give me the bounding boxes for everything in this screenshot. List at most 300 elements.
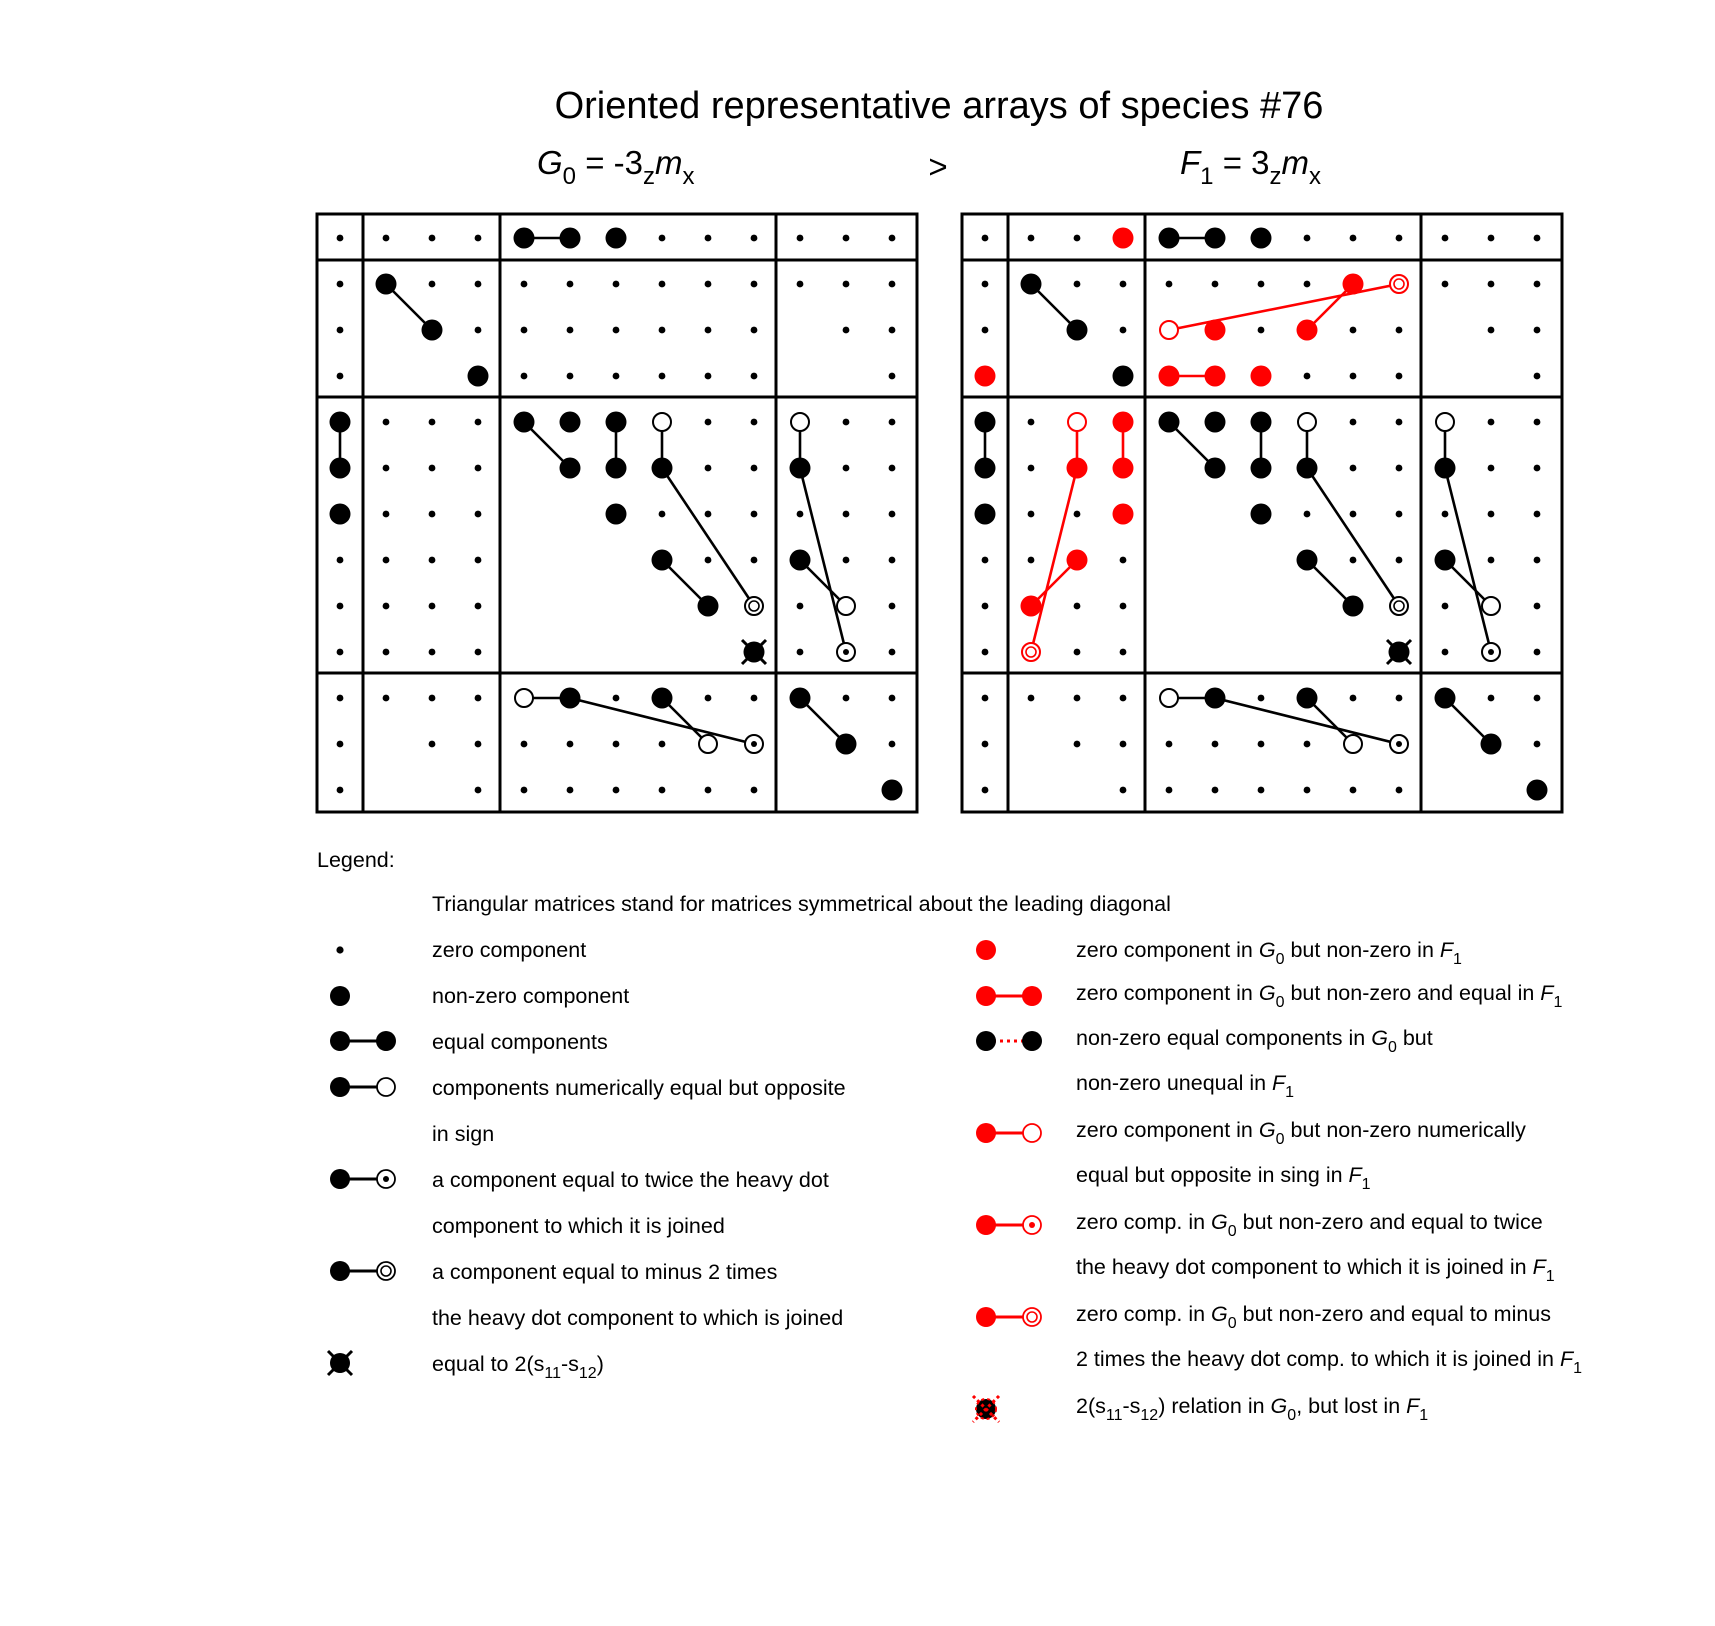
relation-line — [1307, 468, 1399, 606]
nonzero-component-dot — [1481, 734, 1502, 755]
nonzero-component-dot — [1297, 550, 1318, 571]
zero-component-dot — [337, 787, 344, 794]
zero-component-dot — [475, 419, 482, 426]
legend-heading: Legend: — [317, 848, 395, 872]
zero-component-dot — [1442, 649, 1449, 656]
zero-component-dot — [889, 419, 896, 426]
nonzero-component-dot — [1297, 458, 1318, 479]
zero-component-dot — [1304, 787, 1311, 794]
zero-component-dot — [337, 695, 344, 702]
zero-component-dot — [1534, 603, 1541, 610]
zero-component-dot — [1304, 281, 1311, 288]
legend-red-twice-line1: zero comp. in $G_0$ but non-zero and equal to twice — [1076, 1210, 1543, 1240]
zero-component-dot — [475, 235, 482, 242]
zero-component-dot — [1396, 327, 1403, 334]
nonzero-component-dot — [1297, 688, 1318, 709]
right-label-part-a-sub: z — [1269, 163, 1282, 190]
zero-component-dot — [383, 235, 390, 242]
minus-two-times-dot-inner — [1394, 601, 1404, 611]
red-nonzero-dot — [1067, 458, 1088, 479]
nonzero-component-dot — [1067, 320, 1088, 341]
zero-component-dot — [889, 511, 896, 518]
zero-component-dot — [1166, 787, 1173, 794]
right-label-symbol-sub: 1 — [1200, 163, 1214, 190]
zero-component-dot — [1534, 465, 1541, 472]
nonzero-component-dot — [975, 458, 996, 479]
left-label-symbol: G — [537, 144, 563, 181]
zero-component-dot — [705, 695, 712, 702]
legend-red-opposite-line2: equal but opposite in sing in $F_1$ — [1076, 1163, 1371, 1193]
opposite-sign-dot — [1160, 689, 1178, 707]
zero-component-dot — [1534, 649, 1541, 656]
zero-component-dot — [889, 603, 896, 610]
red-dot-icon — [976, 940, 996, 960]
zero-component-dot — [1350, 465, 1357, 472]
opposite-sign-dot — [1298, 413, 1316, 431]
zero-component-dot — [1304, 511, 1311, 518]
legend-minus-two-line2: the heavy dot component to which is joined — [432, 1306, 844, 1330]
zero-dot-icon — [336, 946, 343, 953]
legend-equal-components: equal components — [432, 1030, 608, 1054]
nonzero-component-dot — [330, 504, 351, 525]
zero-component-dot — [1350, 557, 1357, 564]
nonzero-component-dot — [652, 688, 673, 709]
minus-two-times-icon — [330, 1261, 395, 1281]
zero-component-dot — [1534, 235, 1541, 242]
zero-component-dot — [1488, 281, 1495, 288]
zero-component-dot — [1534, 281, 1541, 288]
zero-component-dot — [1396, 465, 1403, 472]
nonzero-component-dot — [330, 412, 351, 433]
left-label-part-b-sub: x — [682, 163, 695, 190]
zero-component-dot — [521, 373, 528, 380]
legend-twice-line1: a component equal to twice the heavy dot — [432, 1168, 829, 1192]
zero-component-dot — [1350, 511, 1357, 518]
nonzero-component-dot — [1435, 458, 1456, 479]
zero-component-dot — [751, 419, 758, 426]
zero-component-dot — [383, 649, 390, 656]
zero-component-dot — [429, 235, 436, 242]
zero-component-dot — [1304, 741, 1311, 748]
zero-component-dot — [659, 787, 666, 794]
zero-component-dot — [705, 511, 712, 518]
zero-component-dot — [659, 741, 666, 748]
red-opposite-dot — [1068, 413, 1086, 431]
zero-component-dot — [475, 741, 482, 748]
zero-component-dot — [889, 327, 896, 334]
zero-component-dot — [889, 741, 896, 748]
right-label-symbol: F — [1180, 144, 1201, 181]
zero-component-dot — [1074, 649, 1081, 656]
zero-component-dot — [1304, 235, 1311, 242]
zero-component-dot — [1074, 695, 1081, 702]
zero-component-dot — [982, 327, 989, 334]
zero-component-dot — [1396, 695, 1403, 702]
opposite-sign-dot — [1482, 597, 1500, 615]
nonzero-component-dot — [376, 274, 397, 295]
legend-opposite-sign-line1: components numerically equal but opposite — [432, 1076, 846, 1100]
zero-component-dot — [1028, 695, 1035, 702]
zero-component-dot — [1350, 419, 1357, 426]
zero-component-dot — [1258, 787, 1265, 794]
zero-component-dot — [521, 327, 528, 334]
nonzero-component-dot — [1205, 412, 1226, 433]
nonzero-component-dot — [1159, 228, 1180, 249]
nonzero-component-dot — [560, 688, 581, 709]
zero-component-dot — [475, 649, 482, 656]
zero-component-dot — [843, 327, 850, 334]
zero-component-dot — [429, 603, 436, 610]
zero-component-dot — [337, 327, 344, 334]
zero-component-dot — [521, 787, 528, 794]
nonzero-component-dot — [975, 504, 996, 525]
minus-two-times-dot-inner — [749, 601, 759, 611]
zero-component-dot — [659, 281, 666, 288]
red-nonzero-dot — [1297, 320, 1318, 341]
opposite-sign-dot — [515, 689, 533, 707]
red-twice-icon — [976, 1215, 1041, 1235]
zero-component-dot — [1212, 281, 1219, 288]
nonzero-component-dot — [606, 504, 627, 525]
left-label-part-a-sub: z — [642, 163, 655, 190]
zero-component-dot — [1304, 373, 1311, 380]
zero-component-dot — [567, 281, 574, 288]
zero-component-dot — [659, 511, 666, 518]
zero-component-dot — [613, 741, 620, 748]
zero-component-dot — [889, 465, 896, 472]
left-label-part-b: m — [654, 144, 683, 181]
relation-line — [662, 468, 754, 606]
zero-component-dot — [1396, 557, 1403, 564]
zero-component-dot — [613, 373, 620, 380]
zero-component-dot — [1074, 511, 1081, 518]
zero-component-dot — [429, 281, 436, 288]
zero-component-dot — [705, 557, 712, 564]
zero-component-dot — [475, 465, 482, 472]
zero-component-dot — [751, 695, 758, 702]
zero-component-dot — [982, 281, 989, 288]
red-nonzero-dot — [975, 366, 996, 387]
zero-component-dot — [429, 557, 436, 564]
legend-red-dot: zero component in $G_0$ but non-zero in $F_1$ — [1076, 938, 1462, 968]
zero-component-dot — [797, 511, 804, 518]
legend-twice-line2: component to which it is joined — [432, 1214, 725, 1238]
zero-component-dot — [429, 695, 436, 702]
zero-component-dot — [521, 741, 528, 748]
zero-component-dot — [751, 465, 758, 472]
legend-nonzero-component: non-zero component — [432, 984, 630, 1008]
red-nonzero-dot — [1113, 458, 1134, 479]
zero-component-dot — [1488, 419, 1495, 426]
nonzero-component-dot — [422, 320, 443, 341]
zero-component-dot — [1396, 787, 1403, 794]
zero-component-dot — [1028, 557, 1035, 564]
legend-note: Triangular matrices stand for matrices symmetrical about the leading diagonal — [432, 892, 1171, 916]
minus-two-times-dot-inner — [1026, 647, 1036, 657]
nonzero-component-dot — [1435, 550, 1456, 571]
zero-component-dot — [751, 281, 758, 288]
red-equal-icon — [976, 986, 1042, 1006]
legend-dotted-equal-line1: non-zero equal components in $G_0$ but — [1076, 1026, 1433, 1056]
left-label-part-a: = -3 — [576, 144, 643, 181]
right-label-part-b-sub: x — [1309, 163, 1321, 190]
nonzero-component-dot — [606, 228, 627, 249]
zero-component-dot — [383, 465, 390, 472]
zero-component-dot — [982, 649, 989, 656]
legend-s11-s12: equal to $2(s_{11}-s_{12})$ — [432, 1352, 604, 1382]
red-nonzero-dot — [1205, 366, 1226, 387]
opposite-sign-dot — [653, 413, 671, 431]
nonzero-component-dot — [836, 734, 857, 755]
zero-component-dot — [705, 419, 712, 426]
zero-component-dot — [1534, 695, 1541, 702]
zero-component-dot — [889, 281, 896, 288]
zero-component-dot — [1350, 235, 1357, 242]
opposite-sign-dot — [699, 735, 717, 753]
zero-component-dot — [889, 373, 896, 380]
zero-component-dot — [521, 281, 528, 288]
zero-component-dot — [705, 465, 712, 472]
red-nonzero-dot — [1113, 412, 1134, 433]
zero-component-dot — [1258, 695, 1265, 702]
zero-component-dot — [337, 235, 344, 242]
zero-component-dot — [843, 465, 850, 472]
zero-component-dot — [337, 741, 344, 748]
zero-component-dot — [797, 603, 804, 610]
zero-component-dot — [1120, 603, 1127, 610]
twice-heavy-dot-icon — [330, 1169, 395, 1189]
zero-component-dot — [1028, 511, 1035, 518]
legend-dotted-equal-line2: non-zero unequal in $F_1$ — [1076, 1071, 1295, 1101]
zero-component-dot — [1396, 373, 1403, 380]
nonzero-component-dot — [1527, 780, 1548, 801]
nonzero-component-dot — [1205, 458, 1226, 479]
nonzero-component-dot — [1251, 412, 1272, 433]
zero-component-dot — [567, 787, 574, 794]
zero-component-dot — [843, 419, 850, 426]
red-nonzero-dot — [1113, 228, 1134, 249]
right-label-part-a: = 3 — [1213, 144, 1270, 181]
zero-component-dot — [1488, 327, 1495, 334]
zero-component-dot — [843, 557, 850, 564]
zero-component-dot — [383, 603, 390, 610]
zero-component-dot — [705, 373, 712, 380]
red-nonzero-dot — [1343, 274, 1364, 295]
nonzero-dot-icon — [330, 986, 350, 1006]
legend-zero-component: zero component — [432, 938, 587, 962]
nonzero-component-dot — [514, 228, 535, 249]
zero-component-dot — [337, 557, 344, 564]
opposite-sign-dot — [791, 413, 809, 431]
zero-component-dot — [1350, 373, 1357, 380]
zero-component-dot — [1258, 327, 1265, 334]
zero-component-dot — [982, 557, 989, 564]
diagram-title: Oriented representative arrays of species #76 — [554, 85, 1324, 127]
nonzero-component-dot — [560, 412, 581, 433]
zero-component-dot — [337, 603, 344, 610]
zero-component-dot — [1166, 741, 1173, 748]
zero-component-dot — [613, 695, 620, 702]
zero-component-dot — [659, 235, 666, 242]
legend-red-minus-two-line2: 2 times the heavy dot comp. to which it is joined in $F_1$ — [1076, 1347, 1583, 1377]
red-opposite-icon — [976, 1123, 1041, 1143]
zero-component-dot — [659, 327, 666, 334]
zero-component-dot — [1534, 511, 1541, 518]
zero-component-dot — [337, 649, 344, 656]
nonzero-component-dot — [468, 366, 489, 387]
legend-red-twice-line2: the heavy dot component to which it is joined in $F_1$ — [1076, 1255, 1555, 1285]
zero-component-dot — [1074, 603, 1081, 610]
zero-component-dot — [1120, 327, 1127, 334]
zero-component-dot — [751, 787, 758, 794]
red-nonzero-dot — [1021, 596, 1042, 617]
zero-component-dot — [613, 787, 620, 794]
zero-component-dot — [705, 281, 712, 288]
zero-component-dot — [475, 511, 482, 518]
lost-relation-icon — [973, 1396, 999, 1422]
nonzero-component-dot — [1021, 274, 1042, 295]
zero-component-dot — [1212, 741, 1219, 748]
right-array-grid — [962, 214, 1562, 812]
zero-component-dot — [1258, 741, 1265, 748]
zero-component-dot — [383, 557, 390, 564]
zero-component-dot — [751, 511, 758, 518]
zero-component-dot — [1120, 695, 1127, 702]
red-nonzero-dot — [1205, 320, 1226, 341]
zero-component-dot — [982, 235, 989, 242]
twice-heavy-dot-center — [1396, 741, 1402, 747]
zero-component-dot — [383, 419, 390, 426]
opposite-sign-dot — [1436, 413, 1454, 431]
zero-component-dot — [1534, 373, 1541, 380]
zero-component-dot — [383, 695, 390, 702]
zero-component-dot — [475, 281, 482, 288]
red-nonzero-dot — [1159, 366, 1180, 387]
zero-component-dot — [843, 281, 850, 288]
red-nonzero-dot — [1067, 550, 1088, 571]
zero-component-dot — [982, 603, 989, 610]
zero-component-dot — [1074, 235, 1081, 242]
nonzero-component-dot — [1159, 412, 1180, 433]
zero-component-dot — [613, 281, 620, 288]
zero-component-dot — [429, 741, 436, 748]
zero-component-dot — [797, 281, 804, 288]
zero-component-dot — [705, 787, 712, 794]
zero-component-dot — [982, 787, 989, 794]
zero-component-dot — [797, 235, 804, 242]
red-opposite-dot — [1160, 321, 1178, 339]
zero-component-dot — [751, 557, 758, 564]
zero-component-dot — [1442, 603, 1449, 610]
zero-component-dot — [1350, 327, 1357, 334]
dotted-equal-icon — [976, 1031, 1042, 1051]
nonzero-component-dot — [330, 458, 351, 479]
zero-component-dot — [1120, 649, 1127, 656]
left-array-label — [537, 144, 694, 190]
right-label-part-b: m — [1281, 144, 1309, 181]
zero-component-dot — [797, 649, 804, 656]
zero-component-dot — [475, 695, 482, 702]
zero-component-dot — [1488, 235, 1495, 242]
legend-red-opposite-line1: zero component in $G_0$ but non-zero numerically — [1076, 1118, 1526, 1148]
nonzero-component-dot — [652, 458, 673, 479]
left-label-symbol-sub: 0 — [562, 163, 577, 190]
red-nonzero-dot — [1113, 504, 1134, 525]
zero-component-dot — [1534, 419, 1541, 426]
zero-component-dot — [1396, 511, 1403, 518]
nonzero-component-dot — [1113, 366, 1134, 387]
nonzero-component-dot — [514, 412, 535, 433]
twice-heavy-dot-center — [751, 741, 757, 747]
nonzero-component-dot — [1251, 228, 1272, 249]
zero-component-dot — [705, 235, 712, 242]
zero-component-dot — [1120, 741, 1127, 748]
zero-component-dot — [429, 419, 436, 426]
zero-component-dot — [475, 787, 482, 794]
zero-component-dot — [429, 465, 436, 472]
zero-component-dot — [429, 649, 436, 656]
comparison-sign: > — [928, 148, 948, 185]
zero-component-dot — [843, 235, 850, 242]
nonzero-component-dot — [1343, 596, 1364, 617]
zero-component-dot — [982, 741, 989, 748]
legend-right-column — [973, 938, 1582, 1424]
zero-component-dot — [1350, 695, 1357, 702]
red-nonzero-dot — [1251, 366, 1272, 387]
nonzero-component-dot — [1205, 688, 1226, 709]
zero-component-dot — [567, 327, 574, 334]
legend-minus-two-line1: a component equal to minus 2 times — [432, 1260, 778, 1284]
zero-component-dot — [1488, 465, 1495, 472]
opposite-sign-dot — [1344, 735, 1362, 753]
zero-component-dot — [751, 373, 758, 380]
zero-component-dot — [1258, 281, 1265, 288]
zero-component-dot — [1442, 281, 1449, 288]
opposite-sign-icon — [330, 1077, 395, 1097]
zero-component-dot — [337, 373, 344, 380]
zero-component-dot — [1120, 281, 1127, 288]
zero-component-dot — [1442, 511, 1449, 518]
zero-component-dot — [1120, 557, 1127, 564]
zero-component-dot — [429, 511, 436, 518]
zero-component-dot — [1350, 787, 1357, 794]
nonzero-component-dot — [975, 412, 996, 433]
nonzero-component-dot — [606, 412, 627, 433]
zero-component-dot — [1534, 327, 1541, 334]
zero-component-dot — [1166, 281, 1173, 288]
red-relation-line — [1169, 284, 1399, 330]
nonzero-component-dot — [1435, 688, 1456, 709]
legend-opposite-sign-line2: in sign — [432, 1122, 495, 1146]
zero-component-dot — [1488, 511, 1495, 518]
zero-component-dot — [1028, 419, 1035, 426]
zero-component-dot — [1488, 695, 1495, 702]
zero-component-dot — [705, 327, 712, 334]
nonzero-component-dot — [1251, 458, 1272, 479]
zero-component-dot — [843, 511, 850, 518]
nonzero-component-dot — [790, 458, 811, 479]
zero-component-dot — [567, 741, 574, 748]
zero-component-dot — [1028, 465, 1035, 472]
zero-component-dot — [751, 235, 758, 242]
zero-component-dot — [567, 373, 574, 380]
zero-component-dot — [843, 695, 850, 702]
zero-component-dot — [337, 281, 344, 288]
zero-component-dot — [889, 235, 896, 242]
legend-red-equal: zero component in $G_0$ but non-zero and equal in $F_1$ — [1076, 981, 1563, 1011]
zero-component-dot — [475, 603, 482, 610]
zero-component-dot — [1028, 235, 1035, 242]
